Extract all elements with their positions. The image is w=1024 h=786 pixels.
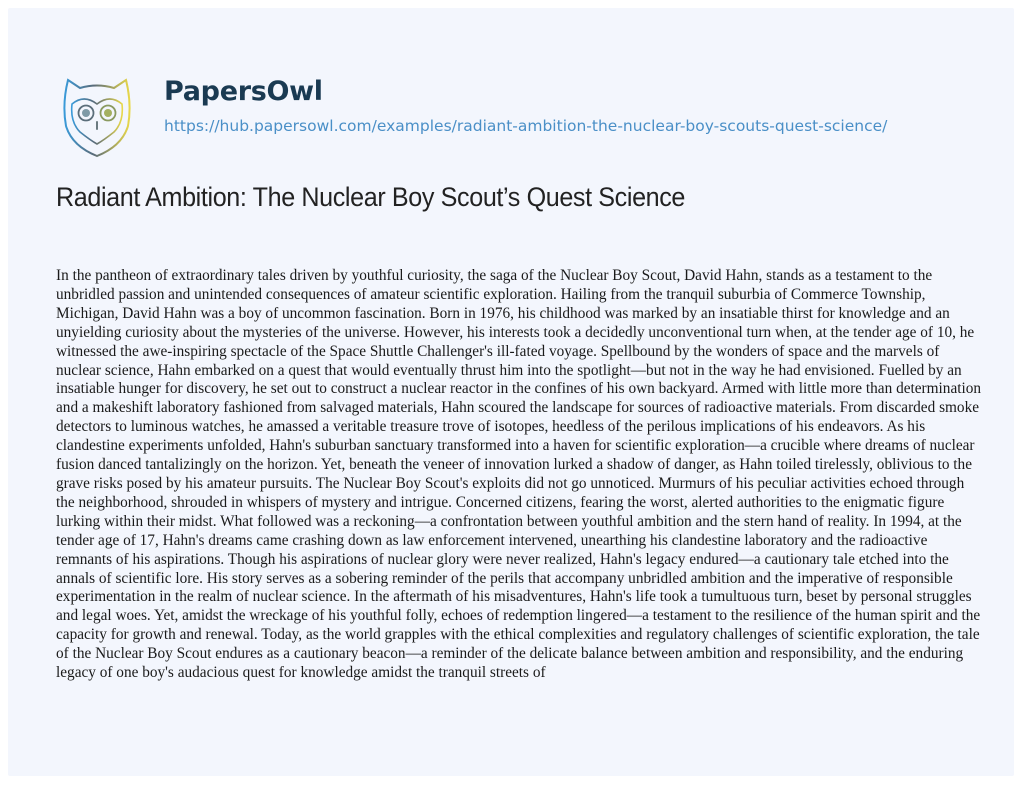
brand-name: PapersOwl xyxy=(164,76,323,107)
preview-panel xyxy=(8,8,1014,776)
document-title: Radiant Ambition: The Nuclear Boy Scout’s Quest Science xyxy=(56,182,686,212)
brand-block xyxy=(164,74,887,136)
document-body: In the pantheon of extraordinary tales driven by youthful curiosity, the saga of the Nuclear Boy Scout, David Hahn, stands as a testament to the unbridled passion and unintended consequences of amateur scientific exploration. Hailing from the tranquil suburbia of Commerce Township, Michigan, David Hahn was a boy of uncommon fascination. Born in 1976, his childhood was marked by an insatiable thirst for knowledge and an unyielding curiosity about the mysteries of the universe. However, his interests took a decidedly unconventional turn when, at the tender age of 10, he witnessed the awe-inspiring spectacle of the Space Shuttle Challenger's ill-fated voyage. Spellbound by the wonders of space and the marvels of nuclear science, Hahn embarked on a quest that would eventually thrust him into the spotlight—but not in the way he had envisioned. Fuelled by an insatiable hunger for discovery, he set out to construct a nuclear reactor in the confines of his own backyard. Armed with little more than determination and a makeshift laboratory fashioned from salvaged materials, Hahn scoured the landscape for sources of radioactive materials. From discarded smoke detectors to luminous watches, he amassed a veritable treasure trove of isotopes, heedless of the perilous implications of his endeavors. As his clandestine experiments unfolded, Hahn's suburban sanctuary transformed into a haven for scientific exploration—a crucible where dreams of nuclear fusion danced tantalizingly on the horizon. Yet, beneath the veneer of innovation lurked a shadow of danger, as Hahn toiled tirelessly, oblivious to the grave risks posed by his amateur pursuits. The Nuclear Boy Scout's exploits did not go unnoticed. Murmurs of his peculiar activities echoed through the neighborhood, shrouded in whispers of mystery and intrigue. Concerned citizens, fearing the worst, alerted authorities to the enigmatic figure lurking within their midst. What followed was a reckoning—a confrontation between youthful ambition and the stern hand of reality. In 1994, at the tender age of 17, Hahn's dreams came crashing down as law enforcement intervened, unearthing his clandestine laboratory and the radioactive remnants of his aspirations. Though his aspirations of nuclear glory were never realized, Hahn's legacy endured—a cautionary tale etched into the annals of scientific lore. His story serves as a sobering reminder of the perils that accompany unbridled ambition and the imperative of responsible experimentation in the realm of nuclear science. In the aftermath of his misadventures, Hahn's life took a tumultuous turn, beset by personal struggles and legal woes. Yet, amidst the wreckage of his youthful folly, echoes of redemption lingered—a testament to the resilience of the human spirit and the capacity for growth and renewal. Today, as the world grapples with the ethical complexities and regulatory challenges of scientific exploration, the tale of the Nuclear Boy Scout endures as a cautionary beacon—a reminder of the delicate balance between ambition and responsibility, and the enduring legacy of one boy's audacious quest for knowledge amidst the tranquil streets of xyxy=(56,267,982,682)
owl-logo-icon xyxy=(58,74,136,160)
site-header xyxy=(58,74,887,164)
source-url-link[interactable]: https://hub.papersowl.com/examples/radiant-ambition-the-nuclear-boy-scouts-quest-science/ xyxy=(164,117,888,135)
